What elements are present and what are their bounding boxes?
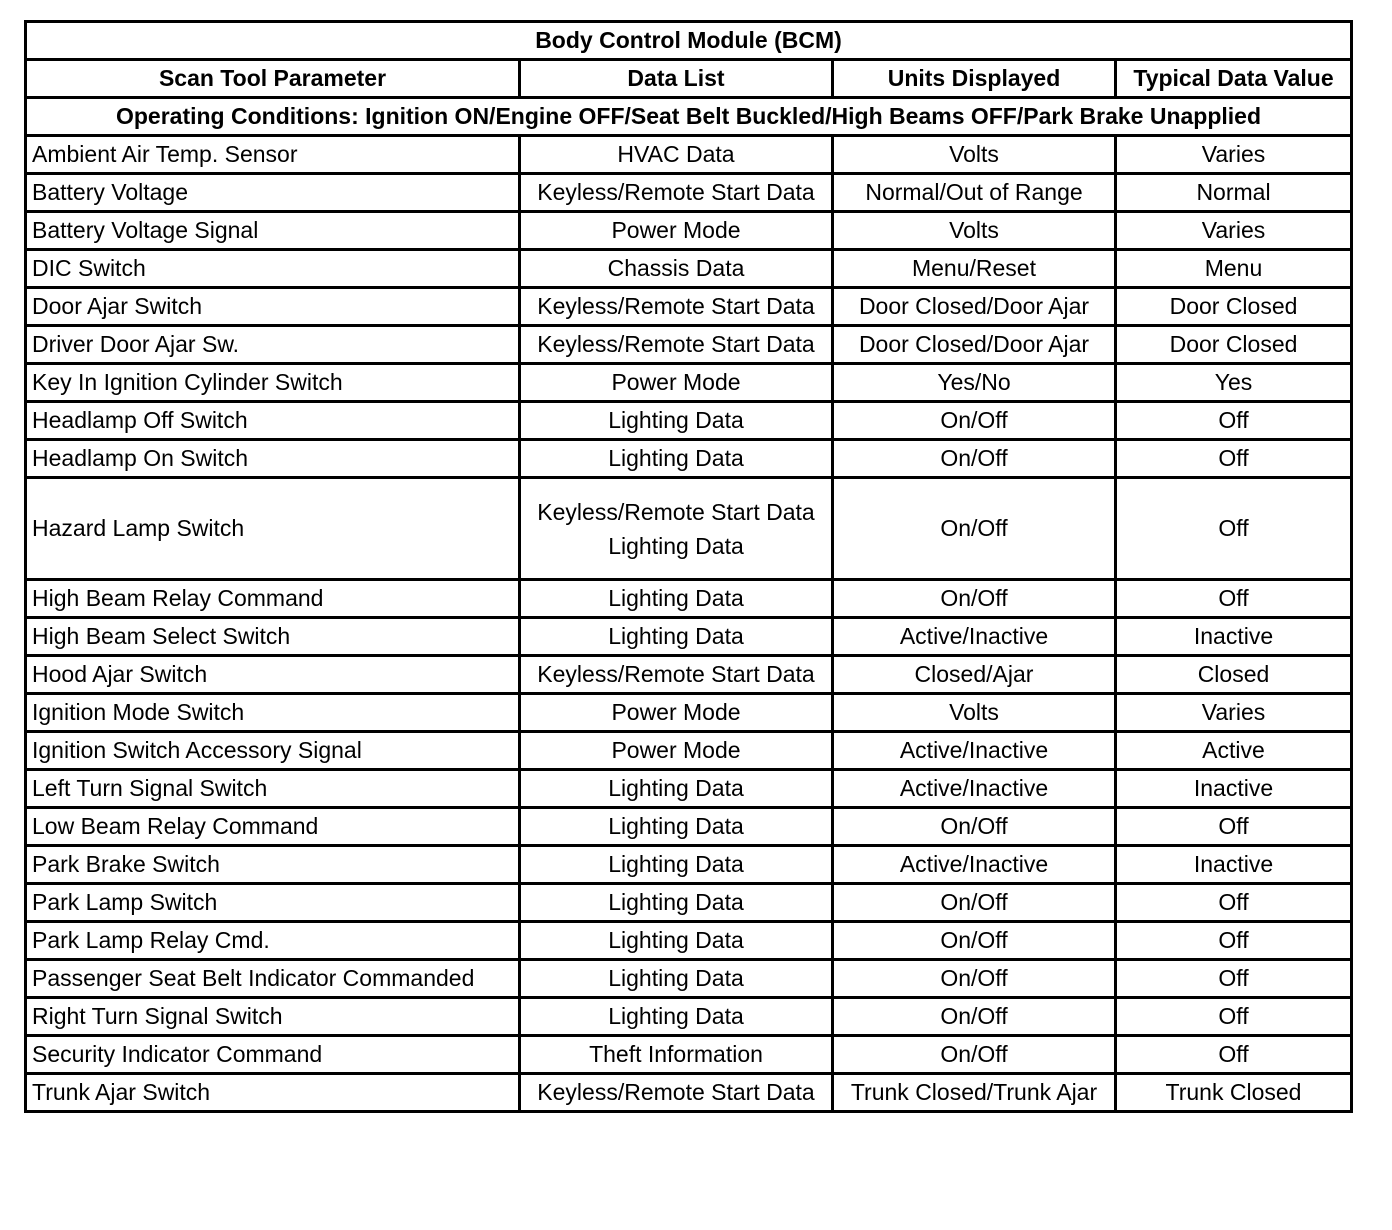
scan-tool-parameter-cell: Ignition Mode Switch xyxy=(26,694,520,732)
units-displayed-cell: Volts xyxy=(833,694,1116,732)
scan-tool-parameter-cell: Security Indicator Command xyxy=(26,1036,520,1074)
data-list-cell: Chassis Data xyxy=(520,250,833,288)
table-row xyxy=(26,580,1352,618)
units-displayed-cell: On/Off xyxy=(833,580,1116,618)
scan-tool-parameter-cell: Right Turn Signal Switch xyxy=(26,998,520,1036)
bcm-data-table xyxy=(24,20,1353,1113)
scan-tool-parameter-cell: Ignition Switch Accessory Signal xyxy=(26,732,520,770)
typical-data-value-cell: Off xyxy=(1116,580,1352,618)
units-displayed-cell: Active/Inactive xyxy=(833,846,1116,884)
table-row xyxy=(26,808,1352,846)
conditions-row xyxy=(26,98,1352,136)
table-row xyxy=(26,694,1352,732)
units-displayed-cell: Menu/Reset xyxy=(833,250,1116,288)
data-list-cell: Lighting Data xyxy=(520,808,833,846)
typical-data-value-cell: Menu xyxy=(1116,250,1352,288)
table-row xyxy=(26,1036,1352,1074)
scan-tool-parameter-cell: High Beam Select Switch xyxy=(26,618,520,656)
scan-tool-parameter-cell: Key In Ignition Cylinder Switch xyxy=(26,364,520,402)
units-displayed-cell: Volts xyxy=(833,136,1116,174)
table-row xyxy=(26,960,1352,998)
table-row xyxy=(26,402,1352,440)
scan-tool-parameter-cell: Battery Voltage Signal xyxy=(26,212,520,250)
typical-data-value-cell: Active xyxy=(1116,732,1352,770)
typical-data-value-cell: Varies xyxy=(1116,212,1352,250)
typical-data-value-cell: Inactive xyxy=(1116,618,1352,656)
scan-tool-parameter-cell: High Beam Relay Command xyxy=(26,580,520,618)
typical-data-value-cell: Off xyxy=(1116,402,1352,440)
data-list-cell: Lighting Data xyxy=(520,998,833,1036)
data-list-cell: Power Mode xyxy=(520,212,833,250)
scan-tool-parameter-cell: Battery Voltage xyxy=(26,174,520,212)
units-displayed-cell: On/Off xyxy=(833,922,1116,960)
units-displayed-cell: On/Off xyxy=(833,960,1116,998)
scan-tool-parameter-cell: Left Turn Signal Switch xyxy=(26,770,520,808)
scan-tool-parameter-cell: Park Lamp Relay Cmd. xyxy=(26,922,520,960)
units-displayed-cell: On/Off xyxy=(833,808,1116,846)
table-row xyxy=(26,618,1352,656)
table-row xyxy=(26,922,1352,960)
typical-data-value-cell: Yes xyxy=(1116,364,1352,402)
table-row xyxy=(26,440,1352,478)
units-displayed-cell: On/Off xyxy=(833,1036,1116,1074)
scan-tool-parameter-cell: Hood Ajar Switch xyxy=(26,656,520,694)
scan-tool-parameter-cell: Passenger Seat Belt Indicator Commanded xyxy=(26,960,520,998)
data-list-cell: Lighting Data xyxy=(520,960,833,998)
units-displayed-cell: On/Off xyxy=(833,440,1116,478)
header-scan-tool-parameter: Scan Tool Parameter xyxy=(26,60,520,98)
units-displayed-cell: Trunk Closed/Trunk Ajar xyxy=(833,1074,1116,1112)
data-list-cell: Power Mode xyxy=(520,694,833,732)
table-row xyxy=(26,846,1352,884)
units-displayed-cell: Yes/No xyxy=(833,364,1116,402)
scan-tool-parameter-cell: Ambient Air Temp. Sensor xyxy=(26,136,520,174)
scan-tool-parameter-cell: Headlamp Off Switch xyxy=(26,402,520,440)
units-displayed-cell: Closed/Ajar xyxy=(833,656,1116,694)
data-list-cell xyxy=(520,478,833,580)
data-list-cell: Keyless/Remote Start Data xyxy=(520,288,833,326)
scan-tool-parameter-cell: Door Ajar Switch xyxy=(26,288,520,326)
units-displayed-cell: On/Off xyxy=(833,884,1116,922)
data-list-cell: Lighting Data xyxy=(520,618,833,656)
title-row xyxy=(26,22,1352,60)
table-row xyxy=(26,326,1352,364)
data-list-cell: Theft Information xyxy=(520,1036,833,1074)
data-list-line: Keyless/Remote Start Data xyxy=(537,498,815,525)
typical-data-value-cell: Off xyxy=(1116,960,1352,998)
units-displayed-cell: Door Closed/Door Ajar xyxy=(833,288,1116,326)
operating-conditions: Operating Conditions: Ignition ON/Engine OFF/Seat Belt Buckled/High Beams OFF/Park Brake Unapplied xyxy=(26,98,1352,136)
data-list-cell: Lighting Data xyxy=(520,884,833,922)
data-list-cell: Lighting Data xyxy=(520,402,833,440)
typical-data-value-cell: Varies xyxy=(1116,694,1352,732)
typical-data-value-cell: Off xyxy=(1116,884,1352,922)
header-units-displayed: Units Displayed xyxy=(833,60,1116,98)
table-row xyxy=(26,288,1352,326)
table-row xyxy=(26,884,1352,922)
table-title: Body Control Module (BCM) xyxy=(26,22,1352,60)
table-row xyxy=(26,998,1352,1036)
units-displayed-cell: On/Off xyxy=(833,402,1116,440)
data-list-cell: Keyless/Remote Start Data xyxy=(520,326,833,364)
header-typical-data-value: Typical Data Value xyxy=(1116,60,1352,98)
units-displayed-cell: Active/Inactive xyxy=(833,732,1116,770)
typical-data-value-cell: Inactive xyxy=(1116,846,1352,884)
typical-data-value-cell: Off xyxy=(1116,1036,1352,1074)
units-displayed-cell: Normal/Out of Range xyxy=(833,174,1116,212)
table-row xyxy=(26,770,1352,808)
scan-tool-parameter-cell: Park Brake Switch xyxy=(26,846,520,884)
scan-tool-parameter-cell: DIC Switch xyxy=(26,250,520,288)
table-row xyxy=(26,364,1352,402)
typical-data-value-cell: Off xyxy=(1116,478,1352,580)
header-row xyxy=(26,60,1352,98)
typical-data-value-cell: Inactive xyxy=(1116,770,1352,808)
units-displayed-cell: Door Closed/Door Ajar xyxy=(833,326,1116,364)
table-row xyxy=(26,656,1352,694)
scan-tool-parameter-cell: Park Lamp Switch xyxy=(26,884,520,922)
typical-data-value-cell: Closed xyxy=(1116,656,1352,694)
scan-tool-parameter-cell: Low Beam Relay Command xyxy=(26,808,520,846)
data-list-cell: Keyless/Remote Start Data xyxy=(520,656,833,694)
scan-tool-parameter-cell: Trunk Ajar Switch xyxy=(26,1074,520,1112)
data-list-cell: Power Mode xyxy=(520,732,833,770)
data-list-cell: Lighting Data xyxy=(520,770,833,808)
typical-data-value-cell: Door Closed xyxy=(1116,288,1352,326)
typical-data-value-cell: Normal xyxy=(1116,174,1352,212)
typical-data-value-cell: Off xyxy=(1116,922,1352,960)
scan-tool-parameter-cell: Headlamp On Switch xyxy=(26,440,520,478)
table-row xyxy=(26,478,1352,580)
scan-tool-parameter-cell: Driver Door Ajar Sw. xyxy=(26,326,520,364)
table-row xyxy=(26,1074,1352,1112)
data-list-cell: Lighting Data xyxy=(520,922,833,960)
typical-data-value-cell: Door Closed xyxy=(1116,326,1352,364)
typical-data-value-cell: Off xyxy=(1116,998,1352,1036)
units-displayed-cell: Active/Inactive xyxy=(833,618,1116,656)
typical-data-value-cell: Trunk Closed xyxy=(1116,1074,1352,1112)
table-row xyxy=(26,212,1352,250)
data-list-cell: Lighting Data xyxy=(520,846,833,884)
data-list-cell: Lighting Data xyxy=(520,580,833,618)
data-list-line: Lighting Data xyxy=(608,532,744,559)
table-row xyxy=(26,732,1352,770)
typical-data-value-cell: Off xyxy=(1116,440,1352,478)
typical-data-value-cell: Off xyxy=(1116,808,1352,846)
units-displayed-cell: Volts xyxy=(833,212,1116,250)
header-data-list: Data List xyxy=(520,60,833,98)
scan-tool-parameter-cell: Hazard Lamp Switch xyxy=(26,478,520,580)
data-list-cell: HVAC Data xyxy=(520,136,833,174)
table-row xyxy=(26,136,1352,174)
units-displayed-cell: Active/Inactive xyxy=(833,770,1116,808)
data-list-cell: Lighting Data xyxy=(520,440,833,478)
units-displayed-cell: On/Off xyxy=(833,478,1116,580)
data-list-cell: Keyless/Remote Start Data xyxy=(520,174,833,212)
table-row xyxy=(26,174,1352,212)
table-row xyxy=(26,250,1352,288)
units-displayed-cell: On/Off xyxy=(833,998,1116,1036)
typical-data-value-cell: Varies xyxy=(1116,136,1352,174)
data-list-cell: Power Mode xyxy=(520,364,833,402)
data-list-cell: Keyless/Remote Start Data xyxy=(520,1074,833,1112)
